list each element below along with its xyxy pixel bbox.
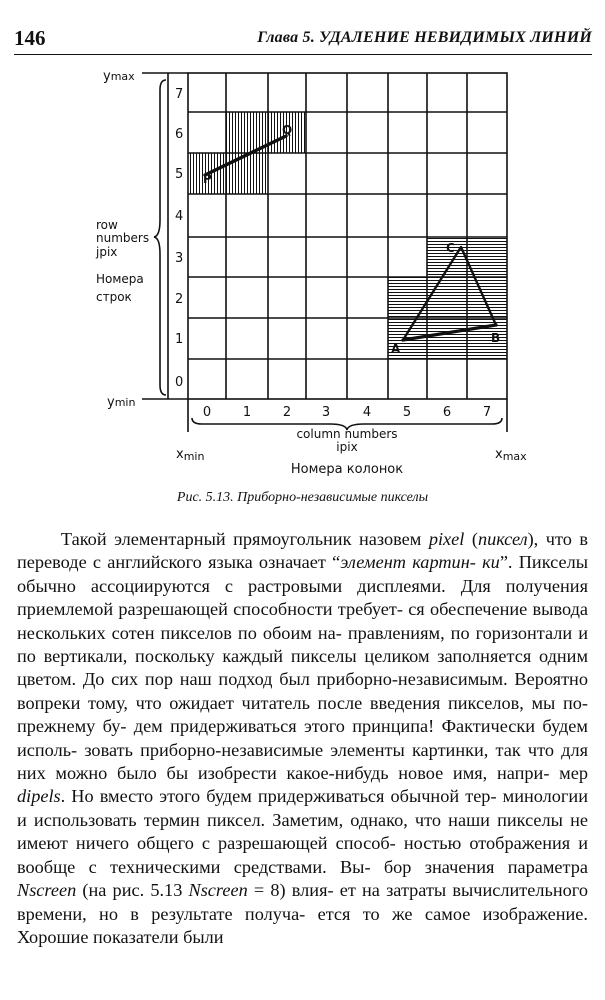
term-nscreen: Nscreen	[17, 880, 77, 901]
row-number-7: 7	[175, 87, 184, 102]
row-numbers	[175, 87, 183, 390]
header-rule	[14, 54, 592, 55]
row-brace	[154, 80, 166, 395]
term-element: элемент картин-	[340, 552, 476, 573]
text-run: дем придерживаться этого принципа! Фактически будем исполь-	[17, 716, 588, 760]
term-dipels: dipels	[17, 786, 61, 807]
x-min-label: xmin	[176, 447, 205, 463]
text-run: подход был приборно-независимым. Вероятно вопреки тому, что	[17, 669, 588, 713]
x-max-label: xmax	[495, 447, 527, 463]
text-run: Такой элементарный прямоугольник назовем	[60, 529, 429, 549]
page-number: 146	[14, 26, 46, 50]
col-number-4: 4	[362, 405, 372, 420]
text-run: = 8) влия-	[247, 880, 334, 901]
text-run: ностью отображения и вообще с техническими средствами. Вы-	[17, 833, 588, 877]
text-run: наши пикселы не имеют ничего общего с разрешающей способ-	[17, 809, 588, 854]
row-label-ru-2: строк	[96, 290, 132, 304]
text-run: ),	[527, 529, 539, 549]
row-number-3: 3	[175, 251, 184, 266]
row-label-ru-1: Номера	[96, 272, 144, 286]
row-number-6: 6	[175, 127, 184, 142]
text-run: ет на затраты вычислительного времени, но в результате получа-	[17, 880, 588, 924]
pixel-grid-figure	[0, 60, 605, 485]
term-piksel: пиксел	[477, 529, 528, 549]
text-run: ожидает читатель после введения пикселов, мы по-прежнему бу-	[17, 692, 588, 737]
label-b: B	[491, 331, 501, 345]
row-number-5: 5	[175, 167, 184, 182]
col-label-ru: Номера колонок	[290, 462, 404, 477]
col-number-2: 2	[282, 405, 292, 420]
text-run: них можно было бы изобрести какое-нибудь новое имя, напри-	[17, 763, 550, 784]
body-paragraph	[17, 528, 588, 949]
col-number-7: 7	[482, 405, 492, 420]
term-nscreen: Nscreen	[188, 880, 248, 901]
text-run: пикселы целиком заполняется одним цветом. До сих пор наш	[17, 646, 589, 690]
text-run: Для получения приемлемой разрешающей способности требует-	[17, 575, 588, 620]
text-run: ”. Пикселы обычно ассоциируются с растровыми дисплеями.	[17, 552, 589, 596]
text-run: . Но вместо этого будем придерживаться обычной тер-	[60, 786, 497, 807]
row-label-en-2: numbers	[96, 231, 150, 245]
text-run: что в переводе с английского языка означает “	[17, 529, 588, 573]
col-number-6: 6	[442, 405, 452, 420]
row-number-4: 4	[175, 209, 184, 224]
label-p: P	[203, 172, 212, 186]
running-title: Глава 5. УДАЛЕНИЕ НЕВИДИМЫХ ЛИНИЙ	[257, 29, 592, 46]
y-max-label: ymax	[103, 69, 135, 84]
column-numbers	[203, 405, 491, 420]
row-number-0: 0	[175, 375, 184, 390]
col-number-3: 3	[321, 405, 331, 420]
col-label-en-1: column numbers	[296, 427, 398, 441]
column-axis-label	[291, 427, 403, 477]
text-run: (на рис. 5.13	[76, 880, 189, 901]
text-run: мер	[559, 763, 588, 784]
text-run: ся обеспечение вывода нескольких сотен пикселов по обоим на-	[17, 599, 588, 643]
figure-caption: Рис. 5.13. Приборно-независимые пикселы	[176, 490, 429, 505]
text-run: зовать приборно-независимые элементы картинки, так что для	[84, 739, 588, 760]
text-run: правлениям, по горизонтали и по вертикали, поскольку каждый	[17, 622, 588, 667]
label-c: C	[446, 241, 455, 255]
y-min-label: ymin	[107, 395, 136, 410]
text-run: ется то же самое изображение. Хорошие показатели были	[17, 903, 588, 947]
col-number-1: 1	[242, 405, 252, 420]
text-run: минологии и использовать термин пиксел. Заметим, однако, что	[17, 786, 588, 830]
text-run: бор значения параметра	[383, 856, 588, 877]
row-axis-label	[95, 218, 149, 304]
label-q: Q	[282, 123, 293, 137]
term-pixel: pixel	[428, 529, 465, 549]
col-number-0: 0	[202, 405, 212, 420]
text-run: (	[464, 529, 478, 549]
page-header	[14, 26, 592, 54]
paragraph-1	[17, 528, 588, 949]
row-label-en-1: row	[96, 218, 118, 232]
row-number-1: 1	[175, 332, 184, 347]
row-number-2: 2	[175, 292, 184, 307]
row-label-en-3: jpix	[96, 245, 118, 259]
hatched-pixel-1-5	[226, 153, 268, 194]
col-number-5: 5	[402, 405, 412, 420]
col-label-en-2: ipix	[336, 440, 358, 454]
label-a: A	[391, 342, 401, 356]
term-element-cont: ки	[482, 552, 500, 573]
